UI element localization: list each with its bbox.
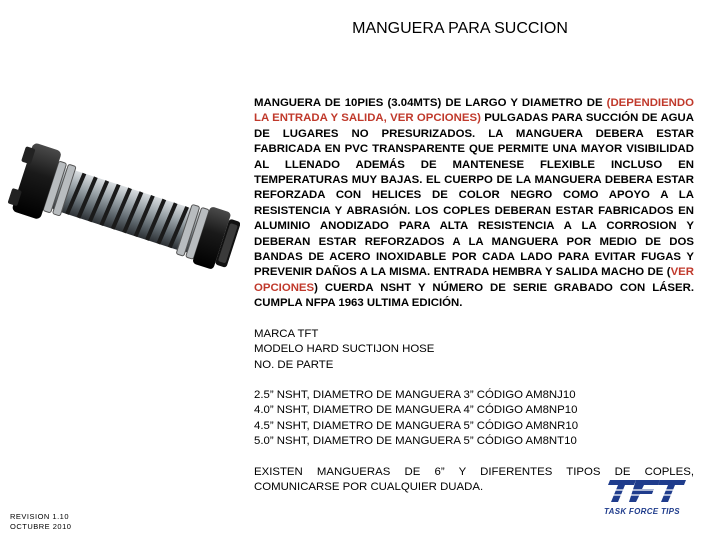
- page-title: MANGUERA PARA SUCCION: [352, 20, 568, 37]
- option-item: 2.5” NSHT, DIAMETRO DE MANGUERA 3” CÓDIGO AM8NJ10: [254, 388, 576, 401]
- description-paragraph: [254, 96, 694, 312]
- revision-date: OCTUBRE 2010: [10, 522, 72, 531]
- model-line: MODELO HARD SUCTIJON HOSE: [254, 343, 435, 356]
- suction-hose-image: [8, 140, 240, 300]
- product-info: [254, 327, 694, 373]
- brand-line: MARCA TFT: [254, 327, 319, 340]
- contact-note: EXISTEN MANGUERAS DE 6” Y DIFERENTES TIPOS DE COPLES, COMUNICARSE POR CUALQUIER DUADA.: [254, 465, 694, 493]
- options-note-red: (DEPENDIENDO LA ENTRADA Y SALIDA, VER OPCIONES): [254, 97, 694, 125]
- option-item: 4.5” NSHT, DIAMETRO DE MANGUERA 5” CÓDIGO AM8NR10: [254, 419, 579, 432]
- revision-footer: [10, 512, 71, 532]
- options-list: [254, 388, 694, 450]
- description-text: PULGADAS PARA SUCCIÓN DE AGUA DE LUGARES NO PRESURIZADOS. LA MANGUERA DEBERA ESTAR FABRICADA EN PVC TRANSPARENTE QUE PERMITE UNA MAYOR VISIBILIDAD AL LLENADO ADEMÁS DE MANTENESE FLEXIBLE INCLUSO EN TEMPERATURAS MUY BAJAS. EL CUERPO DE LA MANGUERA DEBERA ESTAR REFORZADA CON HELICES DE COLOR NEGRO COMO APOYO A LA RESISTENCIA Y ABRASIÓN. LOS COPLES DEBERAN ESTAR FABRICADOS EN ALUMINIO ANODIZADO PARA ALTA RESISTENCIA A LA CORROSION Y DEBERAN ESTAR REFORZADOS A LA MANGUERA POR MEDIO DE DOS BANDAS DE ACERO INOXIDABLE POR CADA LADO PARA EVITAR FUGAS Y PREVENIR DAÑOS A LA MISMA. ENTRADA HEMBRA Y SALIDA MACHO DE (: [254, 112, 694, 279]
- options-note-red: VER OPCIONES: [254, 266, 694, 294]
- tft-logo: [596, 474, 688, 520]
- description-text: MANGUERA DE 10PIES (3.04MTS) DE LARGO Y DIAMETRO DE: [254, 97, 607, 109]
- revision-number: REVISION 1.10: [10, 512, 70, 521]
- tft-logo-icon: [596, 474, 688, 508]
- description-block: [254, 96, 694, 495]
- option-item: 5.0” NSHT, DIAMETRO DE MANGUERA 5” CÓDIGO AM8NT10: [254, 435, 577, 448]
- option-item: 4.0” NSHT, DIAMETRO DE MANGUERA 4” CÓDIGO AM8NP10: [254, 404, 578, 417]
- tft-logo-text: TASK FORCE TIPS: [604, 507, 680, 516]
- description-text: ) CUERDA NSHT Y NÚMERO DE SERIE GRABADO CON LÁSER. CUMPLA NFPA 1963 ULTIMA EDICIÓN.: [254, 281, 694, 310]
- part-number-line: NO. DE PARTE: [254, 358, 334, 371]
